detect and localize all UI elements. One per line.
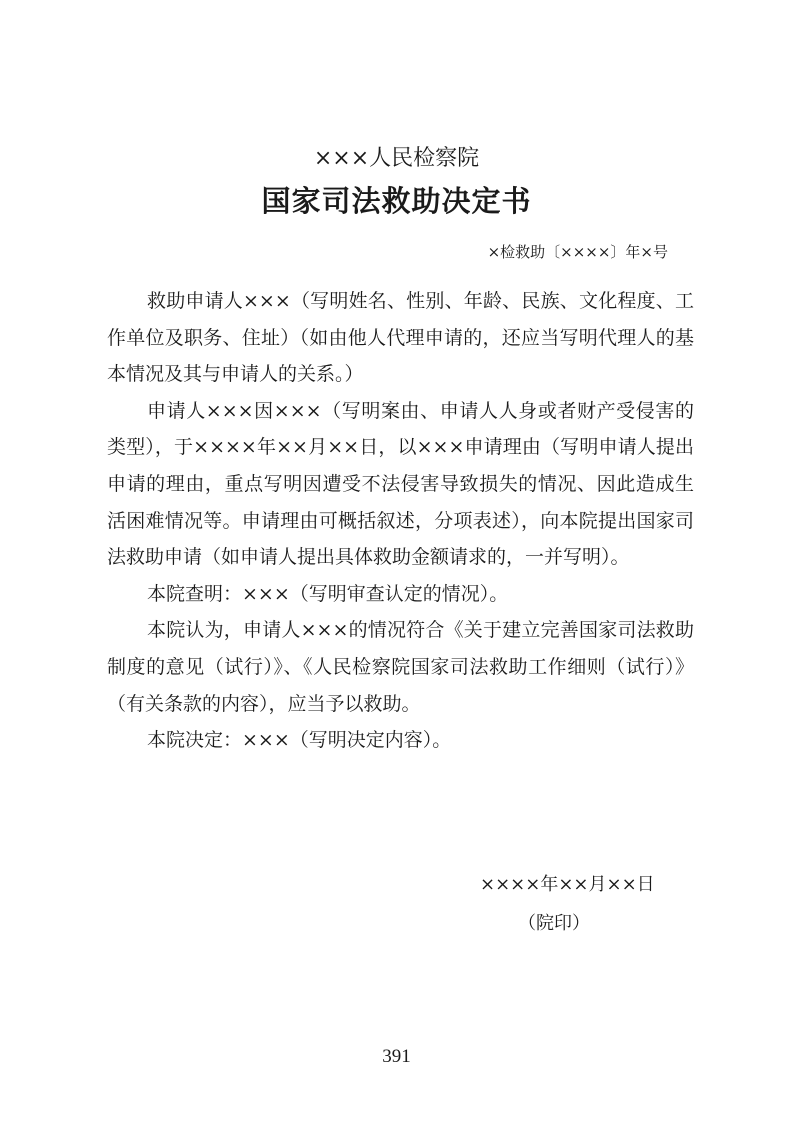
document-title: 国家司法救助决定书 bbox=[261, 184, 532, 218]
decision-date: ××××年××月××日 bbox=[480, 874, 655, 895]
paragraph-applicant: 救助申请人×××（写明姓名、性别、年龄、民族、文化程度、工作单位及职务、住址）（如由他人代理申请的，还应当写明代理人的基本情况及其与申请人的关系。） bbox=[107, 290, 694, 386]
paragraph-application-reason: 申请人×××因×××（写明案由、申请人人身或者财产受侵害的类型），于××××年××月××日，以×××申请理由（写明申请人提出申请的理由，重点写明因遭受不法侵害导致损失的情况、因此造成生活困难情况等。申请理由可概括叙述，分项表述），向本院提出国家司法救助申请（如申请人提出具体救助金额请求的，一并写明）。 bbox=[107, 399, 694, 569]
document-body bbox=[107, 283, 694, 759]
document-number: ×检救助〔××××〕年×号 bbox=[487, 243, 668, 261]
issuing-organization: ×××人民检察院 bbox=[313, 146, 480, 171]
paragraph-findings: 本院查明：×××（写明审查认定的情况）。 bbox=[147, 582, 509, 605]
court-seal-note: （院印） bbox=[518, 913, 590, 934]
paragraph-decision: 本院决定：×××（写明决定内容）。 bbox=[147, 729, 452, 752]
paragraph-opinion: 本院认为，申请人×××的情况符合《关于建立完善国家司法救助制度的意见（试行）》、《人民检察院国家司法救助工作细则（试行）》（有关条款的内容），应当予以救助。 bbox=[107, 619, 694, 715]
page-number: 391 bbox=[382, 1046, 411, 1067]
